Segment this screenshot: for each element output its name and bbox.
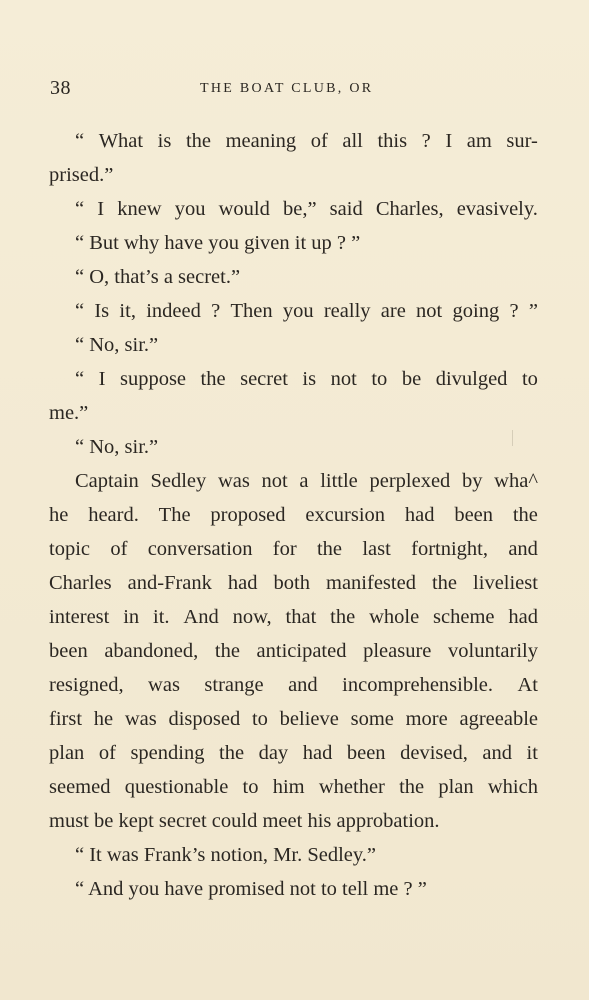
word: voluntarily [448,640,538,662]
text-line [49,192,538,226]
word: plan [438,776,474,798]
word: this [377,130,408,152]
word: first [49,708,83,730]
word: had [508,606,538,628]
running-head [50,77,539,101]
word: pleasure [363,640,432,662]
text-line [49,294,538,328]
word: said [329,198,363,220]
word: meaning [225,130,297,152]
text-line: must be kept secret could meet his approbation. [49,810,440,832]
text-line: “ O, that’s a secret.” [75,266,241,288]
word: ? [509,300,519,322]
word: resigned, [49,674,124,696]
text-line [49,770,538,804]
word: had [404,504,435,526]
word: liveliest [473,572,538,594]
word: incomprehensible. [342,674,494,696]
word: abandoned, [104,640,199,662]
word: a [299,470,309,492]
text-line [49,736,538,770]
word: I [98,368,106,390]
word: knew [117,198,162,220]
word: in [123,606,140,628]
word: perplexed [369,470,451,492]
word: ? [211,300,221,322]
word: “ [75,368,85,390]
word: it. [153,606,170,628]
word: whether [318,776,385,798]
text-line: “ No, sir.” [75,334,159,356]
word: ? [421,130,431,152]
word: to [371,368,388,390]
word: “ [75,300,85,322]
word: indeed [146,300,201,322]
word: Sedley [150,470,207,492]
text-line: me.” [49,402,89,424]
running-title: THE BOAT CLUB, OR [200,81,374,96]
word: now, [232,606,272,628]
word: scheme [433,606,495,628]
word: be [401,368,422,390]
word: am [466,130,492,152]
word: the [330,606,356,628]
word: suppose [119,368,187,390]
word: you [282,300,314,322]
word: is [302,368,317,390]
text-line [49,668,538,702]
word: secret [240,368,288,390]
page-number: 38 [50,77,71,99]
word: anticipated [256,640,347,662]
word: Charles, [375,198,444,220]
word: the [431,572,458,594]
word: little [320,470,358,492]
word: to [251,708,268,730]
word: had [302,742,333,764]
word: all [342,130,363,152]
word: is [157,130,172,152]
word: not [330,368,357,390]
word: really [323,300,371,322]
word: “ [75,130,85,152]
word: the [214,640,240,662]
word: that [285,606,317,628]
word: which [487,776,538,798]
word: the [316,538,343,560]
word: it, [119,300,136,322]
word: he [49,504,69,526]
word: agreeable [459,708,538,730]
word: of [110,538,128,560]
word: and [288,674,318,696]
word: and-Frank [127,572,212,594]
word: going [452,300,500,322]
word: strange [204,674,264,696]
word: the [200,368,226,390]
word: manifested [326,572,416,594]
word: by [461,470,483,492]
word: to [521,368,538,390]
word: was [148,674,180,696]
word: both [273,572,310,594]
word: The [158,504,191,526]
page-text [49,124,538,906]
word: believe [279,708,339,730]
word: the [219,742,245,764]
text-line: “ It was Frank’s notion, Mr. Sedley.” [75,844,377,866]
word: Is [94,300,110,322]
word: be,” [282,198,317,220]
word: What [98,130,144,152]
word: wha^ [494,470,538,492]
word: some [350,708,394,730]
text-line: “ But why have you given it up ? ” [75,232,361,254]
word: was [124,708,157,730]
text-line [49,600,538,634]
text-line [49,702,538,736]
word: I [445,130,453,152]
paper-mark [512,430,513,446]
word: the [512,504,538,526]
word: been [454,504,494,526]
word: the [185,130,211,152]
word: sur- [506,130,538,152]
word: Then [230,300,273,322]
word: heard. [88,504,139,526]
word: disposed [168,708,241,730]
word: not [261,470,288,492]
word: not [416,300,443,322]
word: been [49,640,88,662]
word: whole [369,606,420,628]
word: day [258,742,289,764]
word: are [380,300,406,322]
text-line: “ And you have promised not to tell me ? ” [75,878,427,900]
word: devised, [400,742,468,764]
text-line [49,124,538,158]
word: for [272,538,297,560]
word: evasively. [456,198,538,220]
word: it [526,742,538,764]
word: the [399,776,425,798]
word: And [183,606,219,628]
word: topic [49,538,90,560]
word: would [218,198,270,220]
word: excursion [305,504,386,526]
text-line: prised.” [49,164,114,186]
word: I [97,198,105,220]
text-line [49,498,538,532]
word: “ [75,198,85,220]
word: At [517,674,538,696]
word: ” [528,300,538,322]
word: him [272,776,305,798]
text-line [49,634,538,668]
word: questionable [124,776,229,798]
word: you [174,198,206,220]
word: he [93,708,114,730]
word: had [227,572,258,594]
word: Charles [49,572,112,594]
word: and [482,742,512,764]
text-line [49,464,538,498]
word: divulged [435,368,508,390]
word: more [405,708,448,730]
word: spending [130,742,205,764]
word: fortnight, [411,538,488,560]
word: of [310,130,328,152]
word: proposed [210,504,286,526]
word: to [242,776,259,798]
word: was [217,470,250,492]
text-line [49,362,538,396]
word: interest [49,606,110,628]
word: been [346,742,386,764]
word: of [98,742,116,764]
text-line: “ No, sir.” [75,436,159,458]
word: last [362,538,391,560]
text-line [49,532,538,566]
word: plan [49,742,85,764]
word: and [508,538,538,560]
word: seemed [49,776,111,798]
word: conversation [147,538,253,560]
word: Captain [75,470,139,492]
text-line [49,566,538,600]
